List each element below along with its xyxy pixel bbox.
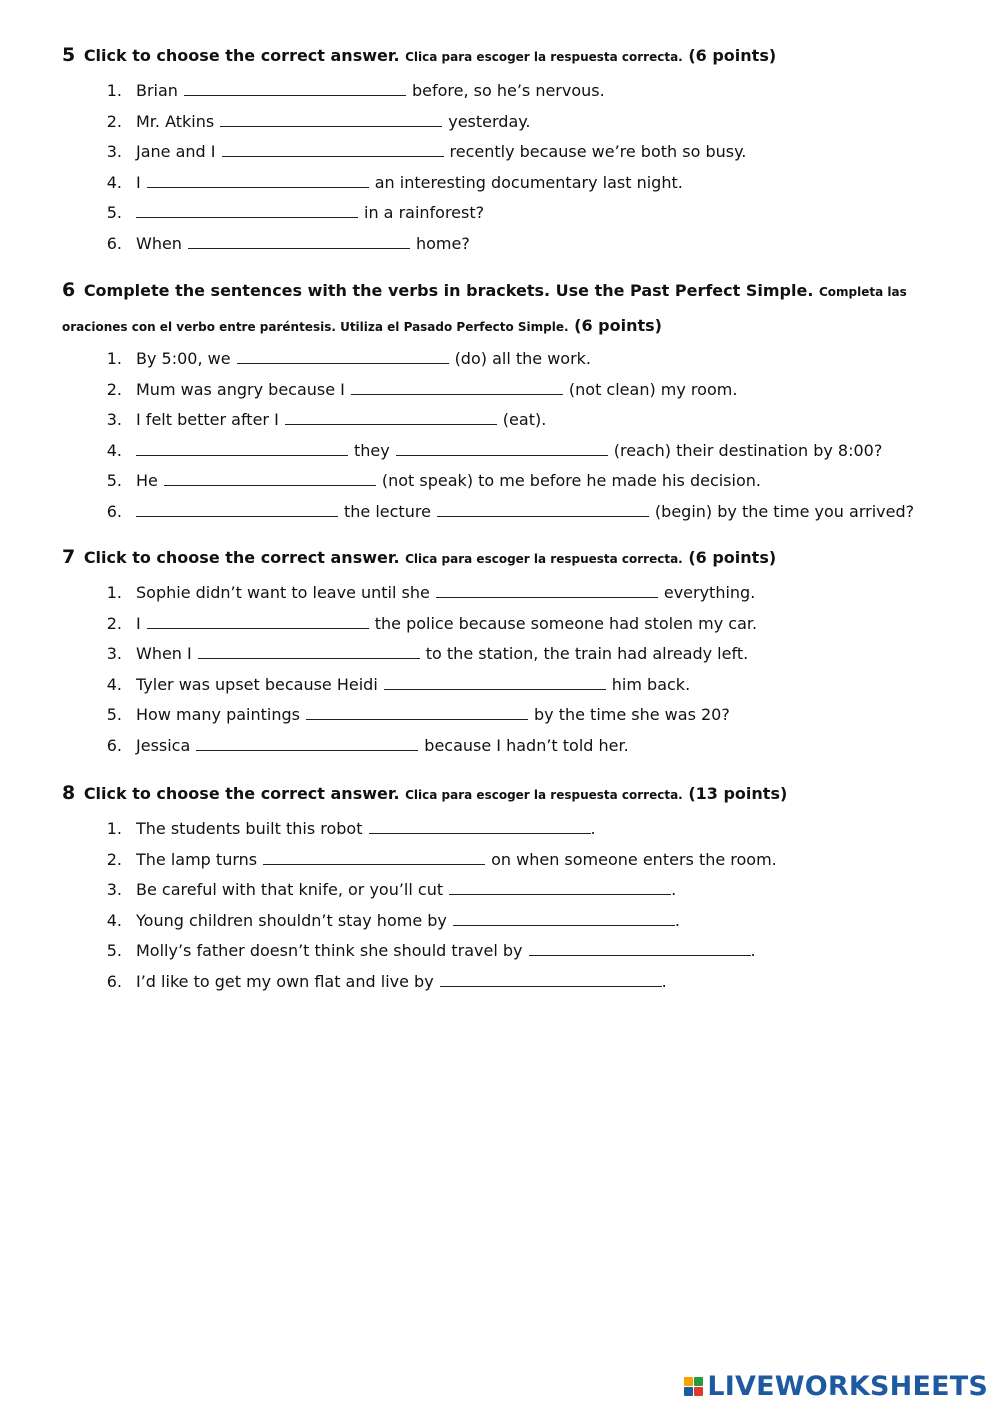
list-item xyxy=(62,344,952,375)
item-text-after: . xyxy=(671,880,677,900)
exercise-5 xyxy=(62,38,962,260)
answer-blank[interactable] xyxy=(306,704,528,720)
answer-blank[interactable] xyxy=(196,735,418,751)
item-number: 1. xyxy=(106,349,122,368)
exercise-points: (13 points) xyxy=(688,784,788,803)
answer-blank[interactable] xyxy=(147,613,369,629)
item-number: 3. xyxy=(106,644,122,664)
item-text-before: Mum was angry because I xyxy=(136,379,345,399)
exercise-title: Click to choose the correct answer. xyxy=(83,784,400,803)
answer-blank[interactable] xyxy=(237,348,449,364)
item-number: 5. xyxy=(106,705,122,725)
item-number: 4. xyxy=(106,440,122,460)
item-text-before: I’d like to get my own flat and live by xyxy=(136,971,434,991)
item-number: 5. xyxy=(106,941,122,961)
exercise-points: (6 points) xyxy=(574,316,662,335)
item-text-after: (reach) their destination by 8:00? xyxy=(613,440,883,460)
item-text-before: Brian xyxy=(136,81,178,100)
item-text-after: (not clean) my room. xyxy=(568,379,738,399)
answer-blank[interactable] xyxy=(164,470,376,486)
item-text-after: home? xyxy=(415,233,470,253)
item-text-after: on when someone enters the room. xyxy=(491,849,777,869)
item-number: 3. xyxy=(106,142,122,162)
exercise-subtitle: Completa las oraciones con el verbo entre paréntesis. Utiliza el Pasado Perfecto Simple. xyxy=(62,285,907,334)
item-number: 2. xyxy=(106,849,122,869)
list-item xyxy=(62,814,962,845)
item-number: 1. xyxy=(106,583,122,602)
list-item xyxy=(62,700,962,731)
item-number: 6. xyxy=(106,735,122,755)
item-number: 2. xyxy=(106,379,122,399)
exercise-7-heading xyxy=(62,540,962,576)
item-text-after: (not speak) to me before he made his decision. xyxy=(381,471,761,491)
list-item xyxy=(62,137,962,168)
item-text-before: I xyxy=(136,172,141,192)
item-number: 4. xyxy=(106,674,122,694)
logo-square-3 xyxy=(684,1387,693,1396)
exercise-8 xyxy=(62,776,962,998)
liveworksheets-logo[interactable] xyxy=(684,1371,988,1402)
list-item xyxy=(62,405,952,436)
item-number: 3. xyxy=(106,410,122,430)
item-number: 4. xyxy=(106,172,122,192)
item-number: 6. xyxy=(106,501,122,521)
answer-blank[interactable] xyxy=(198,643,420,659)
exercise-8-heading xyxy=(62,776,962,812)
item-text-middle: they xyxy=(354,440,390,460)
answer-blank[interactable] xyxy=(222,141,444,157)
list-item xyxy=(62,76,962,107)
item-text-after: because I hadn’t told her. xyxy=(424,735,629,755)
item-text-after: . xyxy=(590,819,596,838)
exercise-number: 5 xyxy=(62,44,76,66)
item-number: 2. xyxy=(106,111,122,131)
list-item xyxy=(62,107,962,138)
item-number: 1. xyxy=(106,81,122,100)
item-number: 4. xyxy=(106,910,122,930)
answer-blank[interactable] xyxy=(440,971,662,987)
item-text-before: Sophie didn’t want to leave until she xyxy=(136,583,430,602)
list-item xyxy=(62,670,962,701)
item-text-after: (do) all the work. xyxy=(454,349,592,368)
exercise-subtitle: Clica para escoger la respuesta correcta. xyxy=(405,788,683,802)
item-text-after: him back. xyxy=(611,674,691,694)
item-text-after: in a rainforest? xyxy=(364,203,485,223)
exercise-subtitle: Clica para escoger la respuesta correcta. xyxy=(405,552,683,566)
item-text-before: I felt better after I xyxy=(136,410,279,430)
answer-blank[interactable] xyxy=(384,674,606,690)
list-item xyxy=(62,168,962,199)
logo-text: LIVEWORKSHEETS xyxy=(707,1371,988,1402)
list-item xyxy=(62,609,962,640)
item-text-before: Mr. Atkins xyxy=(136,111,215,131)
item-text-after: to the station, the train had already left. xyxy=(425,644,749,664)
item-text-before: By 5:00, we xyxy=(136,349,231,368)
item-number: 2. xyxy=(106,613,122,633)
answer-blank[interactable] xyxy=(369,818,591,834)
exercise-title: Click to choose the correct answer. xyxy=(83,548,400,567)
answer-blank[interactable] xyxy=(263,849,485,865)
list-item xyxy=(62,466,952,497)
exercise-points: (6 points) xyxy=(688,548,777,567)
exercise-title: Complete the sentences with the verbs in brackets. Use the Past Perfect Simple. xyxy=(83,281,814,300)
answer-blank[interactable] xyxy=(136,202,358,218)
exercise-number: 7 xyxy=(62,546,76,568)
item-number: 3. xyxy=(106,880,122,900)
item-text-after: (eat). xyxy=(502,410,547,430)
answer-blank[interactable] xyxy=(436,582,658,598)
item-number: 6. xyxy=(106,971,122,991)
item-number: 1. xyxy=(106,819,122,838)
logo-mark-icon xyxy=(684,1377,703,1396)
item-text-before: Jane and I xyxy=(136,142,216,162)
answer-blank[interactable] xyxy=(449,879,671,895)
answer-blank[interactable] xyxy=(437,501,649,517)
item-text-after: . xyxy=(750,941,756,961)
list-item xyxy=(62,845,962,876)
item-text-before: Be careful with that knife, or you’ll cut xyxy=(136,880,444,900)
answer-blank[interactable] xyxy=(136,440,348,456)
item-number: 6. xyxy=(106,233,122,253)
exercise-number: 6 xyxy=(62,279,76,301)
item-text-before: When I xyxy=(136,644,192,664)
answer-blank[interactable] xyxy=(184,80,406,96)
list-item xyxy=(62,639,962,670)
answer-blank[interactable] xyxy=(188,233,410,249)
logo-square-4 xyxy=(694,1387,703,1396)
item-text-before: The lamp turns xyxy=(136,849,258,869)
list-item xyxy=(62,875,962,906)
item-text-before: Tyler was upset because Heidi xyxy=(136,674,378,694)
item-text-before: Jessica xyxy=(136,735,191,755)
list-item xyxy=(62,198,962,229)
logo-square-2 xyxy=(694,1377,703,1386)
list-item xyxy=(62,436,952,467)
exercise-title: Click to choose the correct answer. xyxy=(83,46,400,65)
item-text-before: Molly’s father doesn’t think she should travel by xyxy=(136,941,523,961)
list-item xyxy=(62,578,962,609)
answer-blank[interactable] xyxy=(220,111,442,127)
item-number: 5. xyxy=(106,471,122,491)
list-item xyxy=(62,731,962,762)
item-text-after: . xyxy=(661,971,667,991)
answer-blank[interactable] xyxy=(396,440,608,456)
answer-blank[interactable] xyxy=(285,409,497,425)
logo-square-1 xyxy=(684,1377,693,1386)
list-item xyxy=(62,967,962,998)
exercise-6-heading xyxy=(62,274,952,344)
item-text-before: Young children shouldn’t stay home by xyxy=(136,910,447,930)
item-number: 5. xyxy=(106,203,122,223)
answer-blank[interactable] xyxy=(136,501,338,517)
answer-blank[interactable] xyxy=(529,940,751,956)
list-item xyxy=(62,229,962,260)
item-text-after: everything. xyxy=(663,583,756,602)
exercise-6 xyxy=(62,274,952,528)
exercise-number: 8 xyxy=(62,782,76,804)
item-text-after: recently because we’re both so busy. xyxy=(449,142,747,162)
item-text-after: . xyxy=(674,910,680,930)
item-text-after: the police because someone had stolen my car. xyxy=(374,613,758,633)
list-item xyxy=(62,497,952,528)
exercise-7 xyxy=(62,540,962,762)
list-item xyxy=(62,906,962,937)
item-text-after: yesterday. xyxy=(448,111,531,131)
item-text-before: He xyxy=(136,471,158,491)
item-text-before: When xyxy=(136,233,182,253)
item-text-before: I xyxy=(136,613,141,633)
item-text-before: How many paintings xyxy=(136,705,300,725)
answer-blank[interactable] xyxy=(351,379,563,395)
exercise-points: (6 points) xyxy=(688,46,777,65)
answer-blank[interactable] xyxy=(147,172,369,188)
list-item xyxy=(62,375,952,406)
list-item xyxy=(62,936,962,967)
item-text-before: The students built this robot xyxy=(136,819,363,838)
exercise-subtitle: Clica para escoger la respuesta correcta. xyxy=(405,50,683,64)
item-text-after: before, so he’s nervous. xyxy=(411,81,605,100)
exercise-5-heading xyxy=(62,38,962,74)
item-text-after: (begin) by the time you arrived? xyxy=(654,501,915,521)
item-text-after: by the time she was 20? xyxy=(533,705,730,725)
item-text-after: an interesting documentary last night. xyxy=(374,172,683,192)
answer-blank[interactable] xyxy=(453,910,675,926)
item-text-middle: the lecture xyxy=(344,501,431,521)
